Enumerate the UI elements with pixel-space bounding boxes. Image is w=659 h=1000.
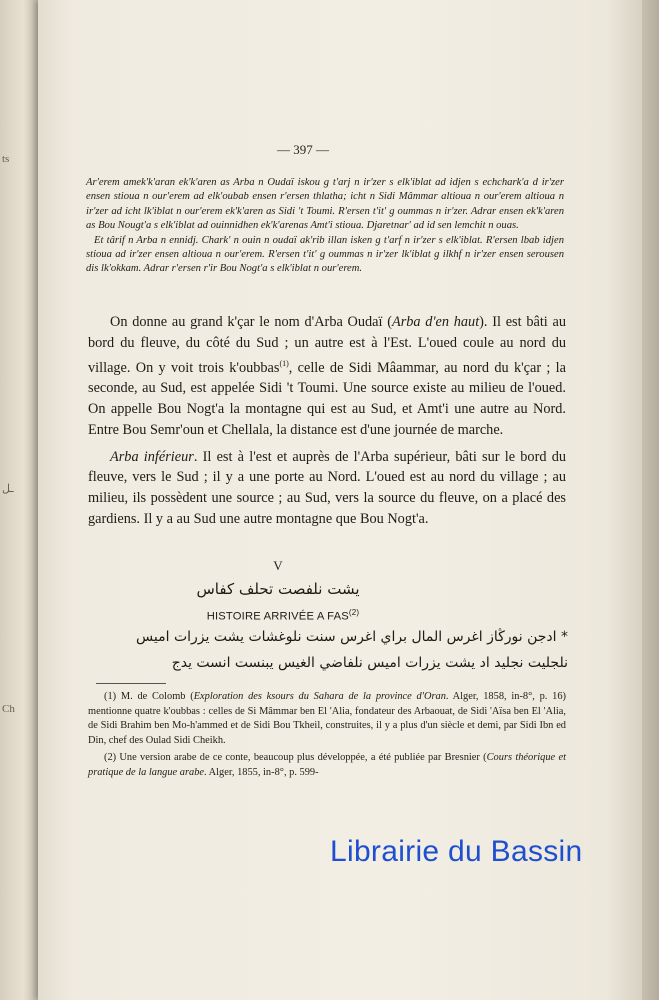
arabic-section-title: يشت نلفصت تحلف كفاس — [196, 580, 360, 598]
text-run: . Il est à l'est et auprès de l'Arba supérieur, bâti sur le bord du fleuve, vers le Sud ; il y a une porte au Nord. L'oued est au nord du village ; au milieu, ils possèdent une source ; au Sud, vers la source du fleuve, on a placé des gardiens. Il y a au Sud une autre montagne que Bou Nogt'a. — [88, 448, 566, 527]
paragraph-arba-inferieur — [88, 447, 566, 530]
paragraph-arba-oudai — [88, 312, 566, 441]
footnote-1 — [88, 690, 566, 748]
heading-text: HISTOIRE ARRIVÉE A FAS — [206, 610, 349, 623]
text-run: . Alger, 1858, in-8°, p. 16) mentionne quatre k'oubbas : celles de Si Mâmmar ben El 'Alia, fondateur des Arbaouat, de Sidi 'Aïsa ben El 'Alia, de Sidi Brahim ben Mo-h'ammed et de Sidi Bou Tkheil, construites, il y a plus d'un siècle et demi, par Sidi Ibn ed Din, chef des Oulad Sidi Cheikh. — [88, 691, 566, 746]
text-run: . Alger, 1855, in-8°, p. 599- — [204, 766, 319, 778]
text-run: (1) M. de Colomb ( — [104, 691, 194, 702]
text-run: On donne au grand k'çar le nom d'Arba Oudaï ( — [110, 314, 392, 330]
histoire-heading — [168, 608, 398, 623]
text-run: , celle de Sidi Mâammar, au nord du k'çar ; la seconde, au Sud, est appelée Sidi 't Toumi. Une source existe au milieu de l'oued. On appelle Bou Nogt'a la montagne qui est au Sud, et Amt'i une autre au Nord. Entre Bou Semr'oun et Chellala, la distance est d'une journée de marche. — [88, 359, 567, 438]
facing-page-text: ts — [2, 153, 10, 165]
italic-text: Arba inférieur — [110, 448, 194, 465]
arabic-line: * ادجن نورڭاز اغرس المال براي اغرس سنت نلوغشات يشت يزرات اميس — [136, 629, 568, 645]
berber-paragraph: Ar'erem amek'k'aran ek'k'aren as Arba n Oudaï iskou g t'arj n ir'zer s elk'iblat ad idjen s echchark'a d ir'zer ensen stioua n our'erem ad elk'oubab ensen r'ersen thlatha; icht n Sidi Mâmmar altioua n our'erem altioua n ir'zer ad icht lk'iblat n our'erem ek'k'aren as Sidi 't Toumi. R'ersen t'it' g oummas n ir'zer. Adrar ensen ek'k'aren as Bou Nougt'a s elk'iblat ad ouinnidhen ek'k'arenas Amt'i stioua. Djaretnar' ad id sen lemchit n ouas. — [86, 177, 564, 232]
arabic-line: نلجليت نجليد اد يشت يزرات اميس نلفاضي الغيس يبنست انست يدج — [171, 655, 568, 671]
text-run: (2) Une version arabe de ce conte, beaucoup plus développée, a été publiée par Bresnier ( — [104, 752, 487, 764]
page-right-edge — [642, 0, 659, 1000]
seller-watermark: Librairie du Bassin — [330, 835, 583, 868]
berber-text-block — [86, 176, 564, 277]
footnote-rule — [96, 683, 166, 684]
arabic-text-block — [88, 624, 568, 676]
facing-page-text: ـل — [2, 483, 14, 495]
french-translation — [88, 312, 566, 536]
italic-text: Exploration des ksours du Sahara de la province d'Oran — [193, 691, 446, 702]
footnote-ref: (2) — [348, 608, 360, 617]
footnote-ref: (1) — [279, 358, 289, 368]
text-run: ). Il est bâti au bord du fleuve, du côté du Sud ; un autre est à l'Est. L'oued coule au nord du village. On y voit trois k'oubbas — [88, 314, 566, 376]
page-number: — 397 — — [277, 142, 329, 157]
facing-page-text: Ch — [2, 703, 15, 715]
berber-paragraph: Et târif n Arba n ennidj. Chark' n ouin n oudaï ak'rib illan isken g t'arf n ir'zer s elk'iblat. R'ersen lbab idjen stioua ad ir'zer ensen altioua n our'erem. R'ersen t'it' g oummas n ir'zer lk'iblat g ilkhf n ir'zer ensen serousen dis lk'okkam. Adrar r'ersen r'ir Bou Nogt'a s elk'iblat n our'erem. — [86, 234, 564, 275]
italic-text: Arba d'en haut — [391, 314, 480, 330]
footnotes — [88, 690, 566, 784]
italic-text: Cours théorique et pratique de la langue arabe — [88, 752, 566, 778]
footnote-2 — [88, 751, 566, 780]
facing-page-edge — [0, 0, 42, 1000]
section-numeral: V — [273, 558, 283, 573]
